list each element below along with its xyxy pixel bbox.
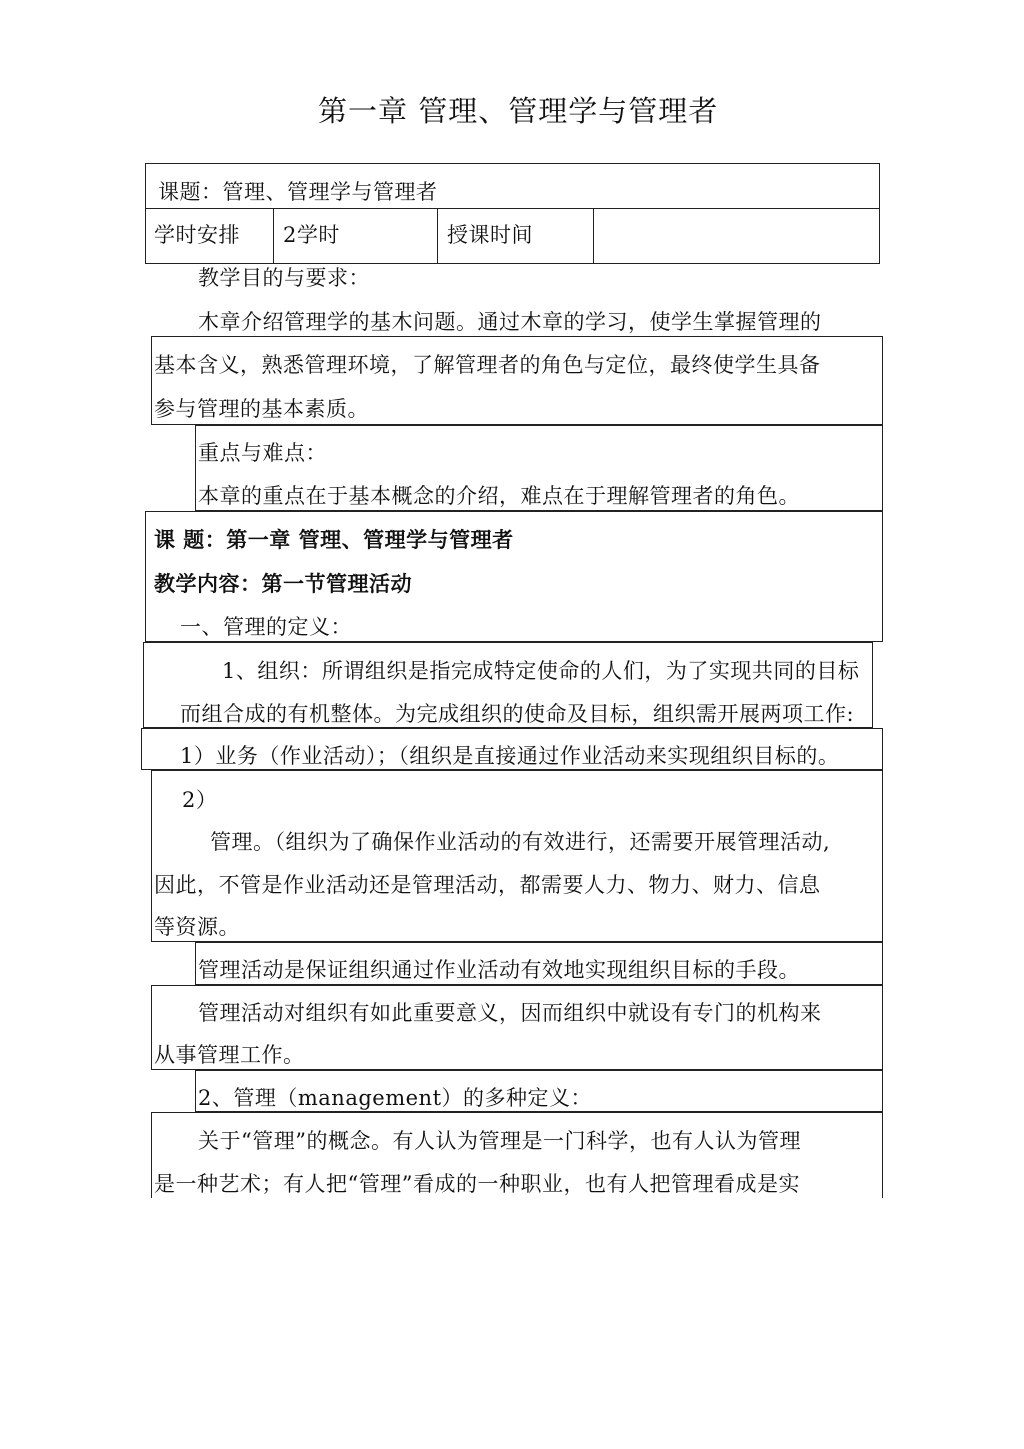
table-divider bbox=[273, 208, 274, 264]
topic-cell: 课题：管理、管理学与管理者 bbox=[158, 180, 438, 204]
frame-right-line bbox=[882, 1112, 883, 1198]
text-line: 教学内容：第一节管理活动 bbox=[154, 571, 412, 596]
text-line: 关于“管理”的概念。有人认为管理是一门科学，也有人认为管理 bbox=[198, 1129, 801, 1153]
table-divider bbox=[437, 208, 438, 264]
hours-label-cell: 学时安排 bbox=[154, 223, 240, 247]
time-label-cell: 授课时间 bbox=[447, 223, 533, 247]
text-line: 1）业务（作业活动）；（组织是直接通过作业活动来实现组织目标的。 bbox=[180, 744, 840, 768]
text-line: 从事管理工作。 bbox=[154, 1043, 305, 1067]
text-line: 本章的重点在于基本概念的介绍，难点在于理解管理者的角色。 bbox=[198, 484, 800, 508]
text-frame bbox=[151, 770, 883, 942]
text-line: 2、管理（management）的多种定义： bbox=[198, 1086, 593, 1110]
text-line: 一、管理的定义： bbox=[180, 615, 352, 639]
text-line: 重点与难点： bbox=[198, 441, 327, 465]
text-line: 而组合成的有机整体。为完成组织的使命及目标，组织需开展两项工作: bbox=[180, 702, 855, 726]
text-line: 1、组织：所谓组织是指完成特定使命的人们，为了实现共同的目标 bbox=[222, 659, 860, 683]
table-divider bbox=[145, 208, 880, 209]
text-line: 管理活动是保证组织通过作业活动有效地实现组织目标的手段。 bbox=[198, 958, 800, 982]
text-line: 教学目的与要求： bbox=[198, 266, 370, 290]
text-line: 等资源。 bbox=[154, 915, 240, 939]
text-line: 因此，不管是作业活动还是管理活动，都需要人力、物力、财力、信息 bbox=[154, 873, 821, 897]
frame-left-line bbox=[151, 1112, 152, 1198]
frame-top-line bbox=[151, 1112, 883, 1113]
text-line: 2） bbox=[182, 788, 218, 812]
text-line: 是一种艺术；有人把“管理”看成的一种职业，也有人把管理看成是实 bbox=[154, 1172, 800, 1196]
hours-value-cell: 2学时 bbox=[283, 223, 340, 247]
text-line: 木章介绍管理学的基木问题。通过木章的学习，使学生掌握管理的 bbox=[198, 310, 822, 334]
page-title: 第一章 管理、管理学与管理者 bbox=[318, 94, 719, 128]
text-line: 管理活动对组织有如此重要意义，因而组织中就设有专门的机构来 bbox=[198, 1001, 822, 1025]
text-line: 基本含义，熟悉管理环境，了解管理者的角色与定位，最终使学生具备 bbox=[154, 353, 821, 377]
text-line: 管理。（组织为了确保作业活动的有效进行，还需要开展管理活动, bbox=[210, 830, 831, 854]
table-divider bbox=[593, 208, 594, 264]
text-line: 课 题：第一章 管理、管理学与管理者 bbox=[154, 527, 514, 552]
text-line: 参与管理的基本素质。 bbox=[154, 397, 369, 421]
